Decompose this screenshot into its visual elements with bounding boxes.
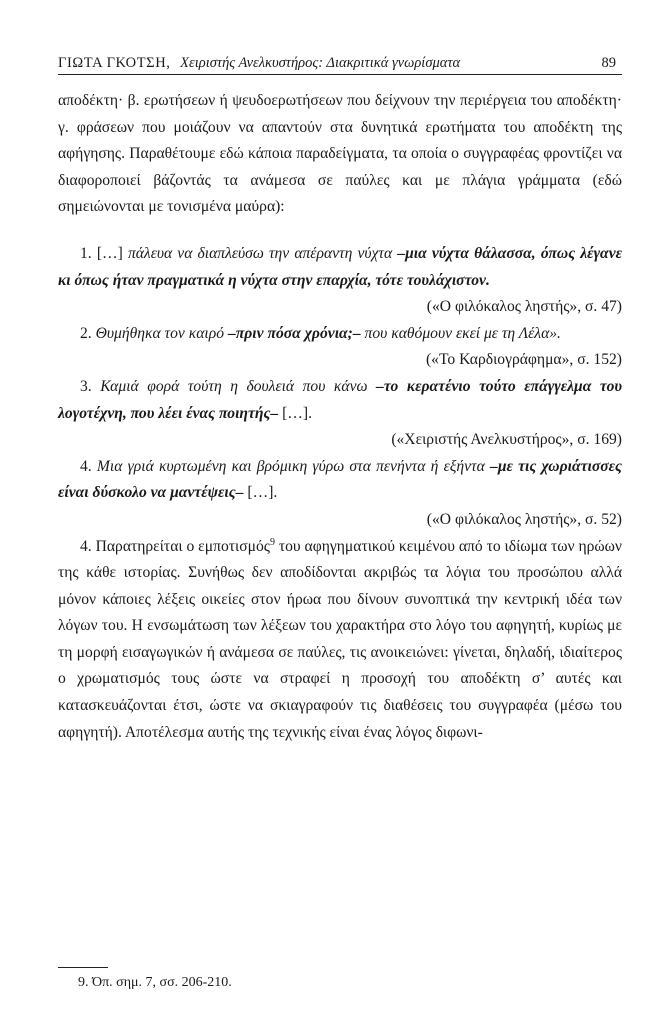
header-title: Χειριστής Ανελκυστήρος: Διακριτικά γνωρίσματα <box>180 55 461 71</box>
example-2 <box>58 321 622 348</box>
example-trail-text: […]. <box>247 484 278 502</box>
example-italic-text: Μια γριά κυρτωμένη και βρόμικη γύρω στα πενήντα ή εξήντα <box>96 457 485 475</box>
example-lead: […] <box>96 244 123 262</box>
example-number: 2. <box>80 324 92 342</box>
examples-block <box>58 241 622 534</box>
example-1-source: («Ο φιλόκαλος ληστής», σ. 47) <box>426 298 622 316</box>
footnote-reference: 9 <box>269 536 275 548</box>
example-4 <box>58 454 622 507</box>
example-3-source: («Χειριστής Ανελκυστήρος», σ. 169) <box>391 431 622 449</box>
example-number: 1. <box>80 244 92 262</box>
example-number: 4. <box>80 457 92 475</box>
example-emphasis-text: –το κερατένιο τούτο επάγγελμα του λογοτέχνη, που λέει ένας ποιητής– <box>58 377 623 422</box>
example-italic-text: Καμιά φορά τούτη η δουλειά που κάνω <box>100 377 368 395</box>
example-italic-text: Θυμήθηκα τον καιρό <box>95 324 225 342</box>
intro-paragraph: αποδέκτη· β. ερωτήσεων ή ψευδοερωτήσεων που δείχνουν την περιέργεια του αποδέκτη· γ. φράσεων που μοιάζουν να απαντούν στα δυνητικά ερωτήματα του αποδέκτη της αφήγησης. Παραθέτουμε εδώ κάποια παραδείγματα, τα οποία ο συγγραφέας φροντίζει να διαφοροποιεί βάζοντάς τα ανάμεσα σε παύλες και με πλάγια γράμματα (εδώ σημειώνονται με τονισμένα μαύρα): <box>58 92 622 216</box>
example-number: 3. <box>80 377 92 395</box>
example-emphasis-text: –με τις χωριάτισσες είναι δύσκολο να μαντέψεις– <box>58 457 622 502</box>
example-2-source: («Το Καρδιογράφημα», σ. 152) <box>425 351 622 369</box>
example-3 <box>58 374 622 427</box>
paragraph-text-start: 4. Παρατηρείται ο εμποτισμός <box>80 537 270 555</box>
page-body <box>58 88 622 746</box>
example-italic-text: πάλευα να διαπλεύσω την απέραντη νύχτα <box>127 244 393 262</box>
example-emphasis-text: –πριν πόσα χρόνια;– <box>227 324 361 342</box>
footnote: 9. Όπ. σημ. 7, σσ. 206-210. <box>78 975 232 990</box>
example-emphasis-text: –μια νύχτα θάλασσα, όπως λέγανε κι όπως ήταν πραγματικά η νύχτα στην επαρχία, τότε τουλάχιστον. <box>58 244 623 289</box>
example-1 <box>58 241 622 294</box>
page-number: 89 <box>601 55 616 71</box>
header-author: ΓΙΩΤΑ ΓΚΟΤΣΗ, <box>58 55 171 71</box>
running-header <box>58 54 622 75</box>
paragraph-text-rest: του αφηγηματικού κειμένου από το ιδίωμα των ηρώων της κάθε ιστορίας. Συνήθως δεν αποδίδονται ακριβώς τα λόγια του προσώπου αλλά μόνον κάποιες λέξεις οικείες στον ήρωα που δίνουν συνοπτικά την κεντρική ιδέα των λόγων του. Η ενσωμάτωση των λέξεων του χαρακτήρα στο λόγο του αφηγητή, κυρίως με τη μορφή εισαγωγικών ή ανάμεσα σε παύλες, τις ανοικειώνει: γίνεται, δηλαδή, ιδιαίτερος ο χρωματισμός τους ώστε να στραφεί η προσοχή του αποδέκτη σ’ αυτές και κατασκευάζονται έτσι, ώστε να σκιαγραφούν τις διαθέσεις του συγγραφέα (μέσω του αφηγητή). Αποτέλεσμα αυτής της τεχνικής είναι ένας λόγος διφωνι- <box>58 537 622 741</box>
example-4-source: («Ο φιλόκαλος ληστής», σ. 52) <box>426 510 622 528</box>
body-paragraph <box>58 534 622 747</box>
footnote-rule <box>58 967 108 968</box>
example-trail-text: που καθόμουν εκεί με τη Λέλα». <box>364 324 561 342</box>
example-trail-text: […]. <box>282 404 312 422</box>
